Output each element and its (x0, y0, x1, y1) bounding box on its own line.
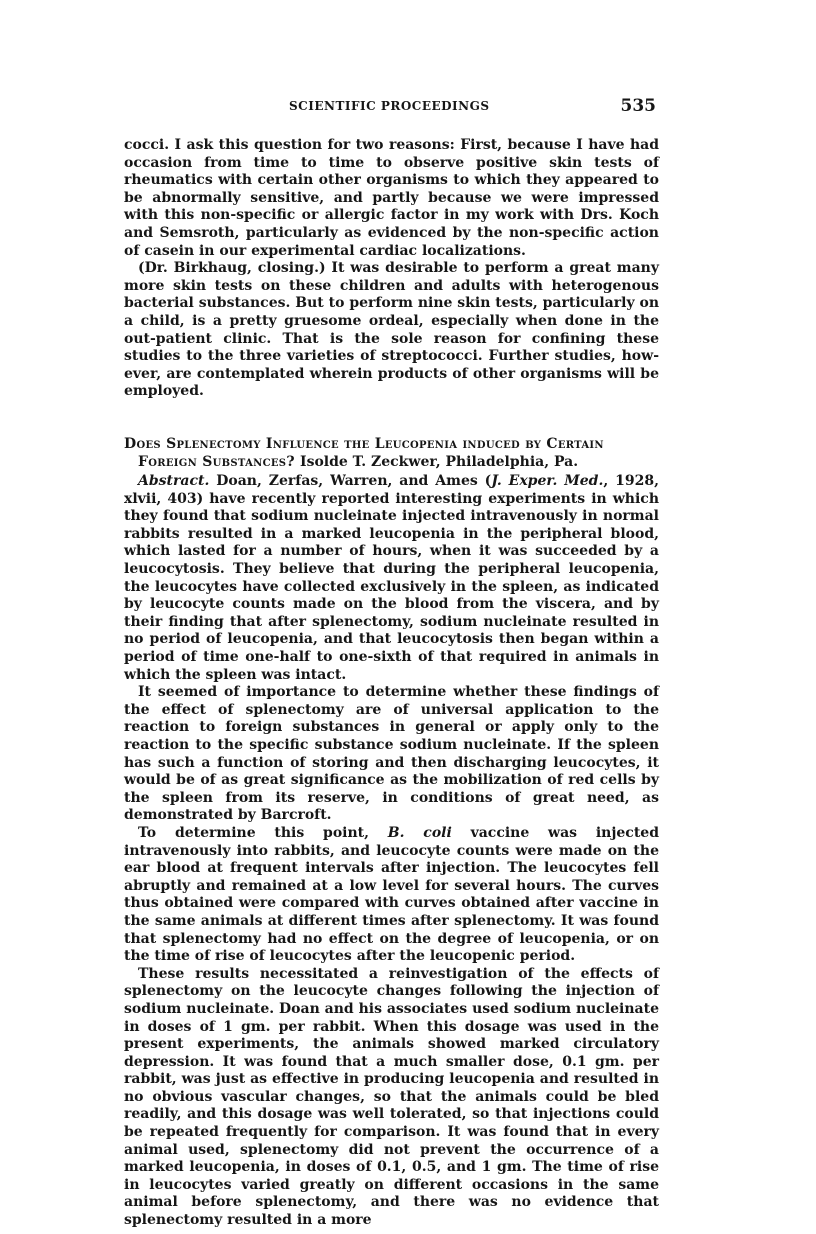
article-heading (124, 436, 659, 471)
abstract-paragraph (124, 473, 659, 684)
article-paragraph-3 (124, 825, 659, 966)
article-title-line-2 (124, 454, 659, 472)
abstract-text: , 1928, xlvii, 403) have recently reported interesting experiments in which they found that sodium nucleinate injected intravenously in normal rabbits resulted in a marked leucopenia in the peripheral blood, which lasted for a number of hours, when it was succeeded by a leucocytosis. They believe that during the peripheral leucopenia, the leucocytes have collected exclusively in the spleen, as indicated by leucocyte counts made on the blood from the viscera, and by their finding that after splenectomy, sodium nucleinate resulted in no period of leucopenia, and that leucocytosis then began within a period of time one-half to one-sixth of that required in animals in which the spleen was intact. (124, 473, 659, 683)
section-gap (124, 401, 659, 436)
page-body (124, 137, 659, 1230)
page-header (124, 96, 660, 120)
article-paragraph-4: These results necessitated a reinvestigation of the effects of splenectomy on the leucocyte changes following the injection of sodium nucleinate. Doan and his associates used sodium nucleinate in doses of 1 gm. per rabbit. When this dosage was used in the present experiments, the animals showed marked circulatory depression. It was found that a much smaller dose, 0.1 gm. per rabbit, was just as effective in producing leucopenia and resulted in no obvious vascular changes, so that the animals could be bled readily, and this dosage was well tolerated, so that injections could be repeated frequently for comparison. It was found that in every animal used, splenectomy did not prevent the occurrence of a marked leucopenia, in doses of 0.1, 0.5, and 1 gm. The time of rise in leucocytes varied greatly on different occasions in the same animal before splenectomy, and there was no evidence that splenectomy resulted in a more (124, 965, 659, 1229)
discussion-paragraph-2: (Dr. Birkhaug, closing.) It was desirable to perform a great many more skin tests on these children and adults with heterogenous bacterial substances. But to perform nine skin tests, particularly on a child, is a pretty gruesome ordeal, especially when done in the out-patient clinic. That is the sole reason for confining these studies to the three varieties of streptococci. Further studies, however, are contemplated wherein products of other organisms will be employed. (124, 260, 659, 400)
article-paragraph-2: It seemed of importance to determine whether these findings of the effect of splenectomy are of universal application to the reaction to foreign substances in general or apply only to the reaction to the specific substance sodium nucleinate. If the spleen has such a function of storing and then discharging leucocytes, it would be of as great significance as the mobilization of red cells by the spleen from its reserve, in conditions of great need, as demonstrated by Barcroft. (124, 684, 659, 824)
journal-citation: J. Exper. Med. (491, 473, 604, 490)
article-author: Isolde T. Zeckwer, Philadelphia, Pa. (300, 453, 579, 470)
running-head: SCIENTIFIC PROCEEDINGS (289, 99, 490, 113)
abstract-authors: Doan, Zerfas, Warren, and Ames ( (216, 473, 492, 490)
paragraph-3-rest: vaccine was injected intravenously into rabbits, and leucocyte counts were made on the ear blood at frequent intervals after injection. The leucocytes fell abruptly and remained at a low level for several hours. The curves thus obtained were compared with curves obtained after vaccine in the same animals at different times after splenectomy. It was found that splenectomy had no effect on the degree of leucopenia, or on the time of rise of leucocytes after the leucopenic period. (124, 824, 659, 965)
page-number: 535 (620, 96, 656, 116)
discussion-paragraph-1: cocci. I ask this question for two reasons: First, because I have had occasion from time to time to observe positive skin tests of rheumatics with certain other organisms to which they appeared to be abnormally sensitive, and partly because we were impressed with this non-specific or allergic factor in my work with Drs. Koch and Semsroth, particularly as evidenced by the non-specific action of casein in our experimental cardiac localizations. (124, 137, 659, 259)
abstract-label: Abstract. (138, 473, 210, 490)
organism-name: B. coli (387, 824, 452, 841)
article-title-line-1: Does Splenectomy Influence the Leucopenia induced by Certain (124, 435, 604, 452)
article-title-end: Foreign Substances? (138, 453, 295, 470)
paragraph-3-start: To determine this point, (138, 824, 388, 841)
